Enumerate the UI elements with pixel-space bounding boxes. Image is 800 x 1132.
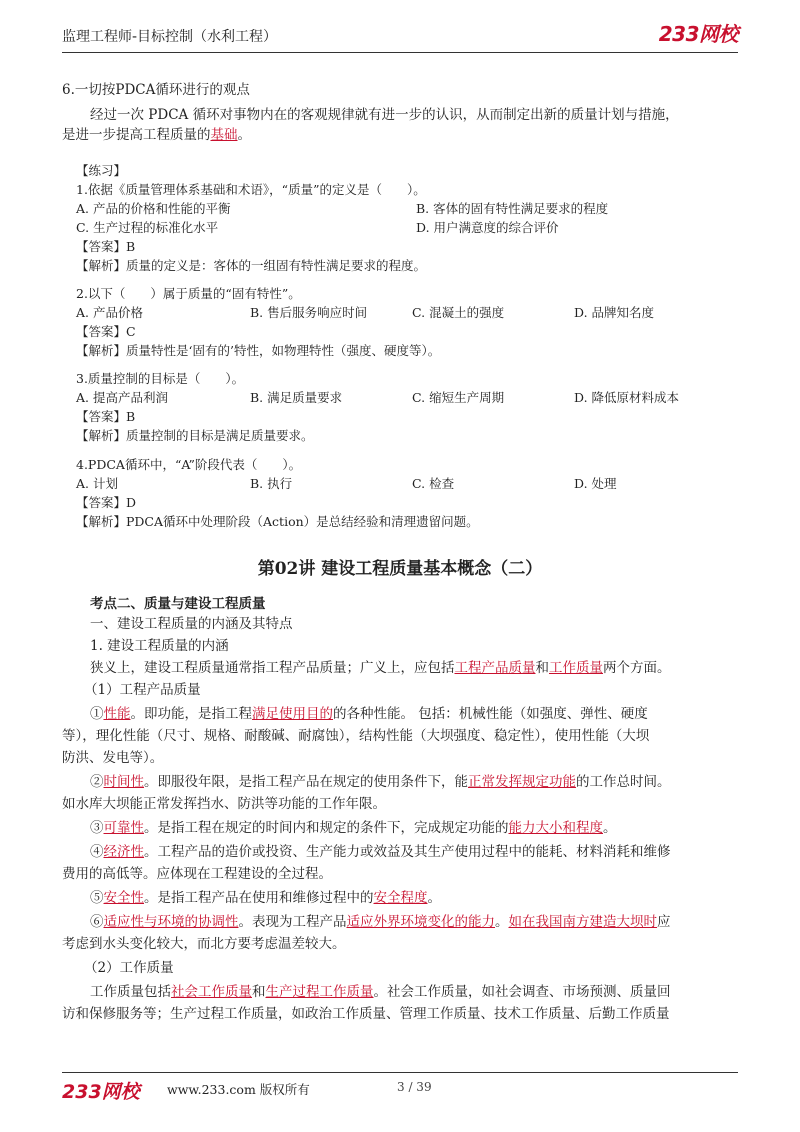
paragraph: 工作质量包括社会工作质量和生产过程工作质量。社会工作质量，如社会调查、市场预测、质量回: [90, 984, 671, 1000]
paragraph: 等），理化性能（尺寸、规格、耐酸碱、耐腐蚀），结构性能（大坝强度、稳定性），使用性能（大坝: [62, 728, 650, 744]
option-b: B. 满足质量要求: [250, 390, 343, 405]
highlight-term: 经济性: [103, 844, 144, 860]
highlight-term: 如在我国南方建造大坝时: [508, 914, 657, 930]
paragraph: ②时间性。即服役年限，是指工程产品在规定的使用条件下，能正常发挥规定功能的工作总时间。: [90, 774, 671, 790]
question-text: 2.以下（ ）属于质量的“固有特性”。: [76, 286, 301, 301]
footer-site[interactable]: www.233.com 版权所有: [167, 1082, 310, 1097]
subheading: （2）工作质量: [84, 960, 174, 976]
practice-title: 【练习】: [76, 163, 127, 178]
paragraph: ⑤安全性。是指工程产品在使用和维修过程中的安全程度。: [90, 890, 441, 906]
question-text: 4.PDCA循环中，“A”阶段代表（ ）。: [76, 457, 302, 472]
option-d: D. 用户满意度的综合评价: [416, 220, 559, 235]
answer: 【答案】C: [76, 324, 136, 339]
header-title: 监理工程师-目标控制（水利工程）: [62, 29, 278, 45]
paragraph: 如水库大坝能正常发挥挡水、防洪等功能的工作年限。: [62, 796, 386, 812]
highlight-term: 工程产品质量: [454, 660, 536, 676]
option-a: A. 产品的价格和性能的平衡: [76, 201, 231, 216]
option-d: D. 处理: [574, 476, 617, 491]
paragraph: 狭义上，建设工程质量通常指工程产品质量；广义上，应包括工程产品质量和工作质量两个方面。: [90, 660, 671, 676]
option-c: C. 生产过程的标准化水平: [76, 220, 219, 235]
paragraph: 经过一次 PDCA 循环对事物内在的客观规律就有进一步的认识，从而制定出新的质量计划与措施，: [90, 107, 679, 123]
option-c: C. 检查: [412, 476, 455, 491]
highlight-term: 性能: [103, 706, 131, 722]
paragraph: 是进一步提高工程质量的基础。: [62, 127, 251, 143]
paragraph: 访和保修服务等；生产过程工作质量，如政治工作质量、管理工作质量、技术工作质量、后勤工作质量: [62, 1006, 670, 1022]
question-text: 1.依据《质量管理体系基础和术语》，“质量”的定义是（ ）。: [76, 182, 426, 197]
answer: 【答案】B: [76, 409, 136, 424]
subheading: 1. 建设工程质量的内涵: [90, 638, 229, 654]
option-d: D. 品牌知名度: [574, 305, 655, 320]
brand-logo[interactable]: 233网校: [658, 22, 738, 46]
highlight-term: 时间性: [103, 774, 144, 790]
question-text: 3.质量控制的目标是（ ）。: [76, 371, 245, 386]
option-d: D. 降低原材料成本: [574, 390, 680, 405]
option-b: B. 客体的固有特性满足要求的程度: [416, 201, 609, 216]
paragraph: ③可靠性。是指工程在规定的时间内和规定的条件下，完成规定功能的能力大小和程度。: [90, 820, 617, 836]
option-a: A. 计划: [76, 476, 118, 491]
option-a: A. 产品价格: [76, 305, 143, 320]
highlight-term: 安全性: [103, 890, 144, 906]
paragraph: ⑥适应性与环境的协调性。表现为工程产品适应外界环境变化的能力。如在我国南方建造大坝时应: [90, 914, 671, 930]
answer: 【答案】B: [76, 239, 136, 254]
option-c: C. 混凝土的强度: [412, 305, 505, 320]
highlight-term: 生产过程工作质量: [265, 984, 374, 1000]
lecture-title: 第02讲 建设工程质量基本概念（二）: [257, 559, 543, 579]
highlight-term: 可靠性: [103, 820, 144, 836]
section-heading: 6.一切按PDCA循环进行的观点: [62, 82, 250, 98]
highlight-term: 正常发挥规定功能: [468, 774, 576, 790]
highlight-term: 基础: [210, 127, 238, 143]
highlight-term: 能力大小和程度: [508, 820, 603, 836]
highlight-term: 安全程度: [373, 890, 428, 906]
option-b: B. 执行: [250, 476, 293, 491]
page-footer: [62, 1072, 738, 1103]
subheading: （1）工程产品质量: [84, 682, 201, 698]
option-b: B. 售后服务响应时间: [250, 305, 368, 320]
explanation: 【解析】质量的定义是：客体的一组固有特性满足要求的程度。: [76, 258, 427, 273]
explanation: 【解析】质量特性是‘固有的’特性，如物理特性（强度、硬度等）。: [76, 343, 441, 358]
page-number: 3 / 39: [397, 1080, 432, 1094]
paragraph: ①性能。即功能，是指工程满足使用目的的各种性能。 包括：机械性能（如强度、弹性、硬度: [90, 706, 648, 722]
explanation: 【解析】质量控制的目标是满足质量要求。: [76, 428, 314, 443]
footer-logo[interactable]: 233网校: [62, 1081, 140, 1103]
highlight-term: 社会工作质量: [171, 984, 252, 1000]
highlight-term: 适应外界环境变化的能力: [346, 914, 495, 930]
highlight-term: 适应性与环境的协调性: [103, 914, 239, 930]
paragraph: ④经济性。工程产品的造价或投资、生产能力或效益及其生产使用过程中的能耗、材料消耗和维修: [90, 844, 671, 860]
explanation: 【解析】PDCA循环中处理阶段（Action）是总结经验和清理遗留问题。: [76, 514, 479, 529]
subheading: 一、建设工程质量的内涵及其特点: [90, 616, 293, 632]
option-c: C. 缩短生产周期: [412, 390, 505, 405]
highlight-term: 工作质量: [549, 660, 603, 676]
highlight-term: 满足使用目的: [252, 706, 333, 722]
option-a: A. 提高产品利润: [76, 390, 168, 405]
answer: 【答案】D: [76, 495, 137, 510]
paragraph: 考虑到水头变化较大，而北方要考虑温差较大。: [62, 936, 346, 952]
paragraph: 费用的高低等。应体现在工程建设的全过程。: [62, 866, 332, 882]
page-header: [62, 18, 738, 53]
key-point: 考点二、质量与建设工程质量: [90, 596, 266, 612]
paragraph: 防洪、发电等）。: [62, 750, 164, 766]
